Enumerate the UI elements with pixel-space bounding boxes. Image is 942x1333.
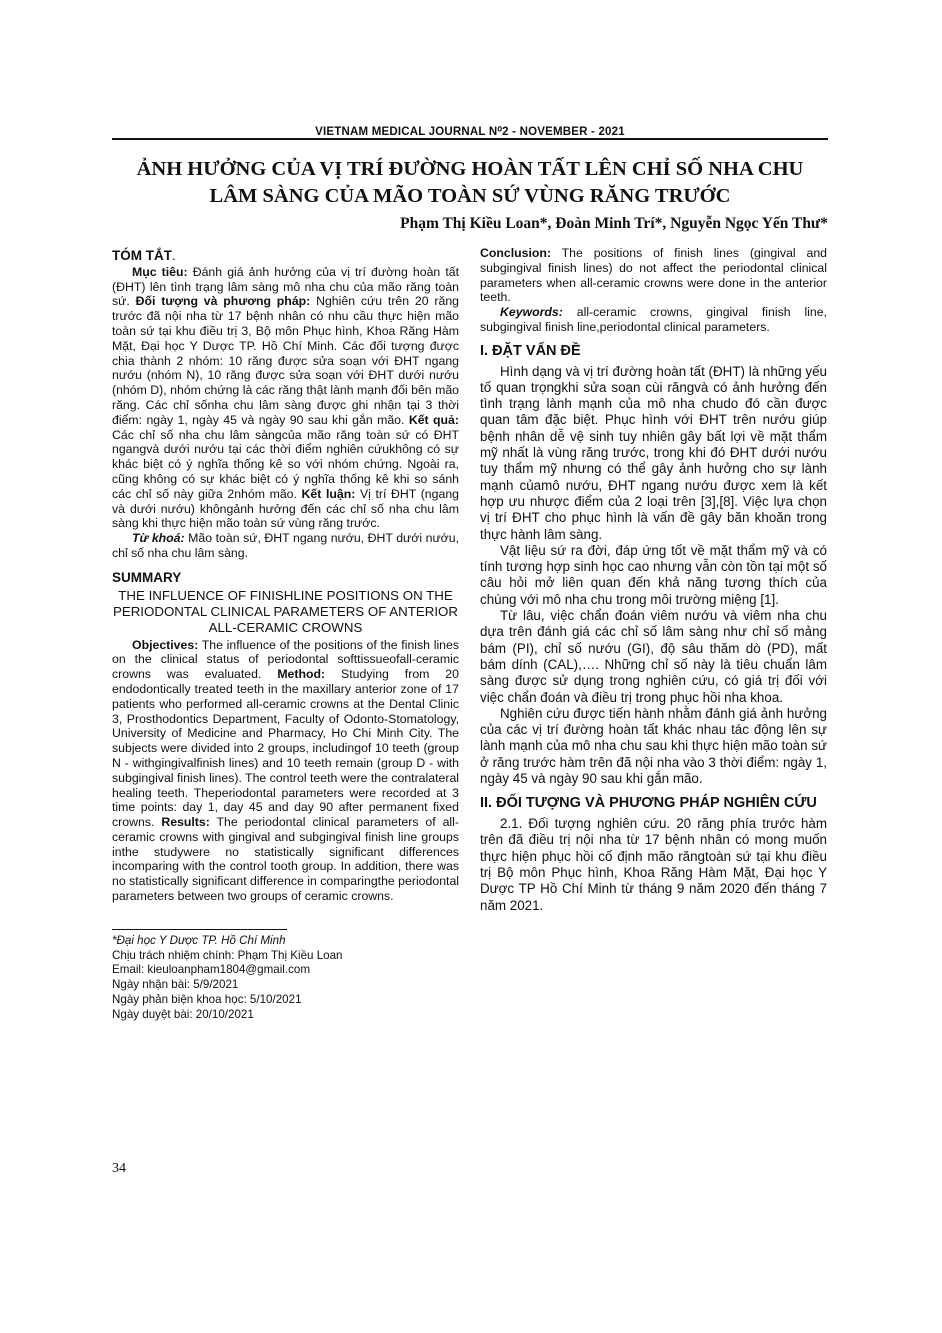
section-2-paragraph: 2.1. Đối tượng nghiên cứu. 20 răng phía trước hàm trên đã điều trị nội nha từ 17 bệnh nhân có mong muốn thực hiện phục hồi cố định mão răngtoàn sứ tại khu điều trị Bộ môn Phục hình, Khoa Răng Hàm Mặt, Đại học Y Dược TP Hồ Chí Minh từ tháng 9 năm 2020 đến tháng 7 năm 2021. <box>480 816 827 913</box>
abstract-vi-body: Mục tiêu: Đánh giá ảnh hưởng của vị trí đường hoàn tất (ĐHT) lên tình trạng lâm sàng mô nha chu của mão răng toàn sứ. Đối tượng và phương pháp: Nghiên cứu trên 20 răng trước đã nội nha từ 17 bệnh nhân có nhu cầu thực hiện mão toàn sứ tại khu điều trị 3, Bộ môn Phục hình, Khoa Răng Hàm Mặt, Đại học Y Dược TP. Hồ Chí Minh. Các đối tượng được chia thành 2 nhóm: 10 răng được sửa soạn với ĐHT ngang nướu (nhóm N), 10 răng được sửa soạn với ĐHT dưới nướu (nhóm D), nhóm chứng là các răng thật lành mạnh đối bên mão răng. Các chỉ sốnha chu lâm sàng được ghi nhận tại 3 thời điểm: ngày 1, ngày 45 và ngày 90 sau khi gắn mão. Kết quả: Các chỉ số nha chu lâm sàngcủa mão răng toàn sứ có ĐHT ngangvà dưới nướu tại các thời điểm nghiên cứukhông có sự khác biệt có ý nghĩa thống kê so với nhóm chứng. Ngoài ra, cũng không có sự khác biệt có ý nghĩa thống kê khi so sánh các chỉ số này giữa 2nhóm mão. Kết luận: Vị trí ĐHT (ngang và dưới nướu) khôngảnh hưởng đến các chỉ số nha chu lâm sàng khi thực hiện mão toàn sứ vùng răng trước. <box>112 264 460 531</box>
abstract-vi-heading: TÓM TẮT. <box>112 248 176 263</box>
article-title <box>112 156 828 210</box>
abstract-vi-keywords: Từ khoá: Mão toàn sứ, ĐHT ngang nướu, ĐHT dưới nướu, chỉ số nha chu lâm sàng. <box>112 531 459 560</box>
section-1-paragraph: Nghiên cứu được tiến hành nhằm đánh giá ảnh hưởng của các vị trí đường hoàn tất khác nhau tác động lên sự lành mạnh của mô nha chu sau khi thực hiện mão toàn sứ ở răng trước hàm trên đã nội nha vào 3 thời điểm: ngày 1, ngày 45 và ngày 90 sau khi gắn mão. <box>480 705 827 786</box>
footnote-line: Ngày phản biện khoa học: 5/10/2021 <box>112 993 302 1007</box>
header-rule <box>112 138 828 140</box>
footnote-line: Chịu trách nhiệm chính: Phạm Thị Kiều Loan <box>112 948 343 962</box>
authors: Phạm Thị Kiều Loan*, Đoàn Minh Trí*, Nguyễn Ngọc Yến Thư* <box>400 215 828 232</box>
footnote-line: Email: kieuloanpham1804@gmail.com <box>112 963 311 977</box>
left-column <box>112 246 459 1023</box>
summary-heading: SUMMARY <box>112 569 182 585</box>
running-header: VIETNAM MEDICAL JOURNAL N⁰2 - NOVEMBER - 2021 <box>315 126 625 138</box>
summary-body-continued: Conclusion: The positions of finish lines (gingival and subgingival finish lines) do not affect the periodontal clinical parameters when all-ceramic crowns were done in the anterior teeth. <box>480 246 827 305</box>
footnote-rule <box>112 929 287 930</box>
summary-keywords: Keywords: all-ceramic crowns, gingival finish line, subgingival finish line,periodontal clinical parameters. <box>480 305 827 334</box>
section-2-heading: II. ĐỐI TƯỢNG VÀ PHƯƠNG PHÁP NGHIÊN CỨU <box>480 795 817 812</box>
footnote <box>112 934 459 1023</box>
footnote-line: Ngày duyệt bài: 20/10/2021 <box>112 1007 254 1021</box>
section-1-heading: I. ĐẶT VẤN ĐỀ <box>480 342 581 359</box>
footnote-affiliation: *Đại học Y Dược TP. Hồ Chí Minh <box>112 933 286 947</box>
section-1-paragraph: Hình dạng và vị trí đường hoàn tất (ĐHT) là những yếu tố quan trọngkhi sửa soạn cùi răngvà có ảnh hưởng đến tình trạng lành mạnh của mô nha chudo đó cần được quan tâm đặc biệt. Phục hình với ĐHT trên nướu giúp bệnh nhân dễ vệ sinh tuy nhiên gây bất lợi về mặt thẩm mỹ nhất là vùng răng trước, trong khi đó ĐHT dưới nướu tuy thẩm mỹ nhưng có thể gây ảnh hưởng cho sự lành mạnh củamô nướu, ĐHT ngang nướu được xem là kết hợp ưu nhược điểm của 2 loại trên [3],[8]. Việc lựa chọn vị trí ĐHT cho phục hình là vấn đề gây băn khoăn trong thực hành lâm sàng. <box>480 363 827 542</box>
section-1-paragraph: Từ lâu, việc chẩn đoán viêm nướu và viêm nha chu dựa trên đánh giá các chỉ số lâm sàng như chỉ số mảng bám (PI), chỉ số nướu (GI), độ sâu thăm dò (PD), mất bám dính (CAL),…. Những chỉ số này là tiêu chuẩn lâm sàng được sử dụng trong nghiên cứu, có giá trị đối với việc chẩn đoán và điều trị trong phục hồi nha khoa. <box>480 608 827 705</box>
summary-title: THE INFLUENCE OF FINISHLINE POSITIONS ON THE PERIODONTAL CLINICAL PARAMETERS OF ANTERIOR ALL-CERAMIC CROWNS <box>112 587 459 635</box>
right-column <box>480 246 827 914</box>
title-line-1: ẢNH HƯỞNG CỦA VỊ TRÍ ĐƯỜNG HOÀN TẤT LÊN CHỈ SỐ NHA CHU <box>136 158 804 180</box>
summary-body: Objectives: The influence of the positions of the finish lines on the clinical status of periodontal softtissueofall-ceramic crowns was evaluated. Method: Studying from 20 endodontically treated teeth in the maxillary anterior zone of 17 patients who performed all-ceramic crowns at the Dental Clinic 3, Prosthodontics Department, Faculty of Odonto-Stomatology, University of Medicine and Pharmacy, Ho Chi Minh City. The subjects were divided into 2 groups, includingof 10 teeth (group N - withgingivalfinish lines) and 10 teeth remain (group D - with subgingival finish lines). The control teeth were the contralateral healing teeth. Theperiodontal parameters were recorded at 3 time points: day 1, day 45 and day 90 after permanent fixed crowns. Results: The periodontal clinical parameters of all-ceramic crowns with gingival and subgingival finish line groups inthe studywere no statistically significant differences incomparing with the control tooth group. In addition, there was no statistically significant difference in comparingthe periodontal parameters between two groups of ceramic crowns. <box>112 637 460 904</box>
footnote-line: Ngày nhận bài: 5/9/2021 <box>112 978 239 992</box>
section-1-paragraph: Vật liệu sứ ra đời, đáp ứng tốt về mặt thẩm mỹ và có tính tương hợp sinh học cao nhưng vẫn còn tồn tại một số câu hỏi mở liên quan đến khả năng tương thích của chúng với mô nha chu trong môi trường miệng [1]. <box>480 542 827 607</box>
page-number: 34 <box>112 1161 126 1176</box>
title-line-2: LÂM SÀNG CỦA MÃO TOÀN SỨ VÙNG RĂNG TRƯỚC <box>209 185 731 207</box>
